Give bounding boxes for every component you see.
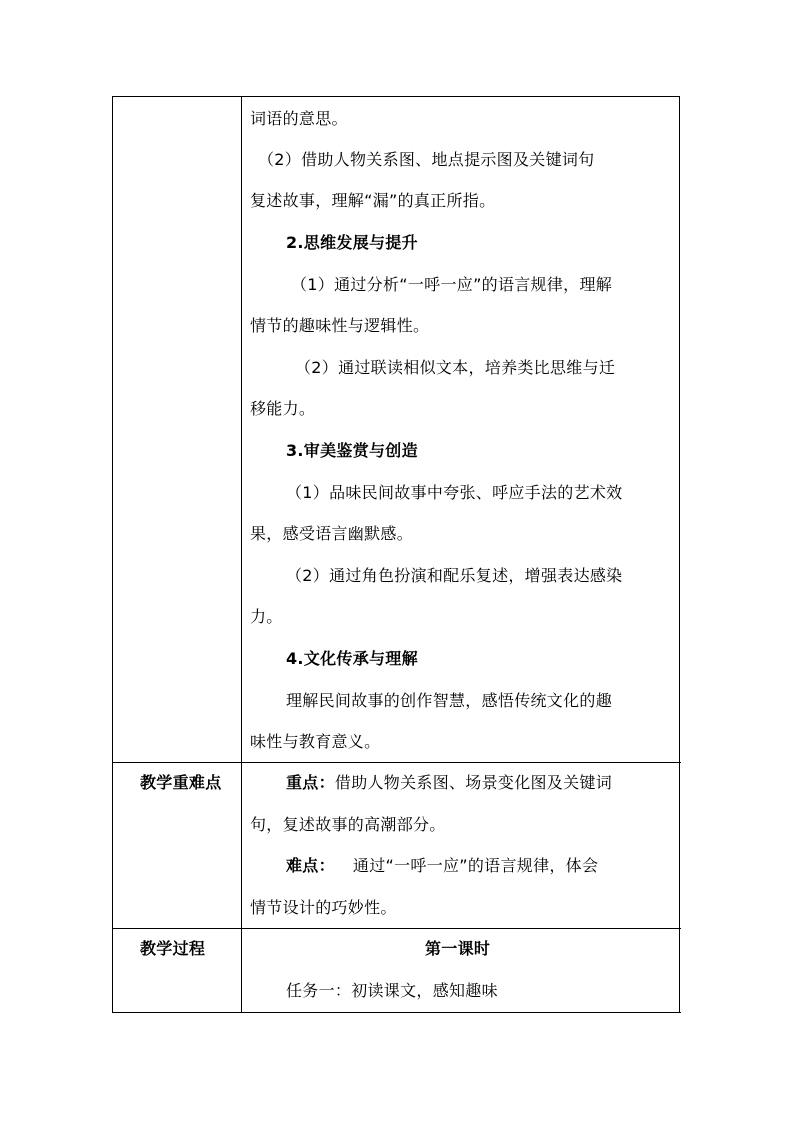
lesson-title: 第一课时 bbox=[425, 939, 491, 958]
objective-line: （2）通过联读相似文本，培养类比思维与迁 bbox=[295, 358, 616, 377]
difficult-point-line: 情节设计的巧妙性。 bbox=[250, 898, 397, 917]
section-heading: 3.审美鉴赏与创造 bbox=[286, 441, 418, 460]
objectives-content-cell bbox=[242, 97, 680, 762]
teaching-process-label-cell bbox=[113, 929, 242, 1012]
objectives-label-cell bbox=[113, 97, 242, 762]
difficult-point-text: 通过“一呼一应”的语言规律，体会 bbox=[352, 856, 599, 875]
key-points-content-cell bbox=[242, 763, 680, 928]
key-points-label-cell bbox=[113, 763, 242, 928]
objective-line: 移能力。 bbox=[250, 399, 316, 418]
difficult-point-line bbox=[286, 856, 598, 876]
objective-line: 复述故事，理解“漏”的真正所指。 bbox=[250, 191, 496, 210]
teaching-process-row bbox=[113, 929, 681, 1013]
objective-line: 味性与教育意义。 bbox=[250, 732, 381, 751]
objective-line: 情节的趣味性与逻辑性。 bbox=[250, 316, 430, 335]
key-points-row bbox=[113, 763, 681, 929]
objective-line: （1）品味民间故事中夸张、呼应手法的艺术效 bbox=[286, 483, 623, 502]
difficult-point-label: 难点： bbox=[286, 856, 335, 875]
key-point-label: 重点： bbox=[286, 773, 335, 792]
objective-line: 词语的意思。 bbox=[250, 109, 348, 128]
objective-line: 果，感受语言幽默感。 bbox=[250, 524, 414, 543]
section-heading: 4.文化传承与理解 bbox=[286, 649, 418, 668]
teaching-process-label: 教学过程 bbox=[140, 939, 206, 958]
lesson-plan-table bbox=[112, 96, 680, 1013]
key-points-label: 教学重难点 bbox=[140, 773, 222, 792]
objectives-row bbox=[113, 97, 681, 763]
teaching-process-content-cell bbox=[242, 929, 680, 1012]
key-point-line bbox=[286, 773, 612, 793]
objective-line: 力。 bbox=[250, 607, 283, 626]
key-point-line: 句，复述故事的高潮部分。 bbox=[250, 815, 446, 834]
task-line: 任务一：初读课文，感知趣味 bbox=[286, 981, 498, 1000]
objective-line: 理解民间故事的创作智慧，感悟传统文化的趣 bbox=[286, 691, 613, 710]
objective-line: （2）通过角色扮演和配乐复述，增强表达感染 bbox=[286, 566, 623, 585]
section-heading: 2.思维发展与提升 bbox=[286, 233, 418, 252]
key-point-text: 借助人物关系图、场景变化图及关键词 bbox=[334, 773, 613, 792]
objective-line: （1）通过分析“一呼一应”的语言规律，理解 bbox=[291, 275, 613, 294]
objective-line: （2）借助人物关系图、地点提示图及关键词句 bbox=[258, 150, 595, 169]
